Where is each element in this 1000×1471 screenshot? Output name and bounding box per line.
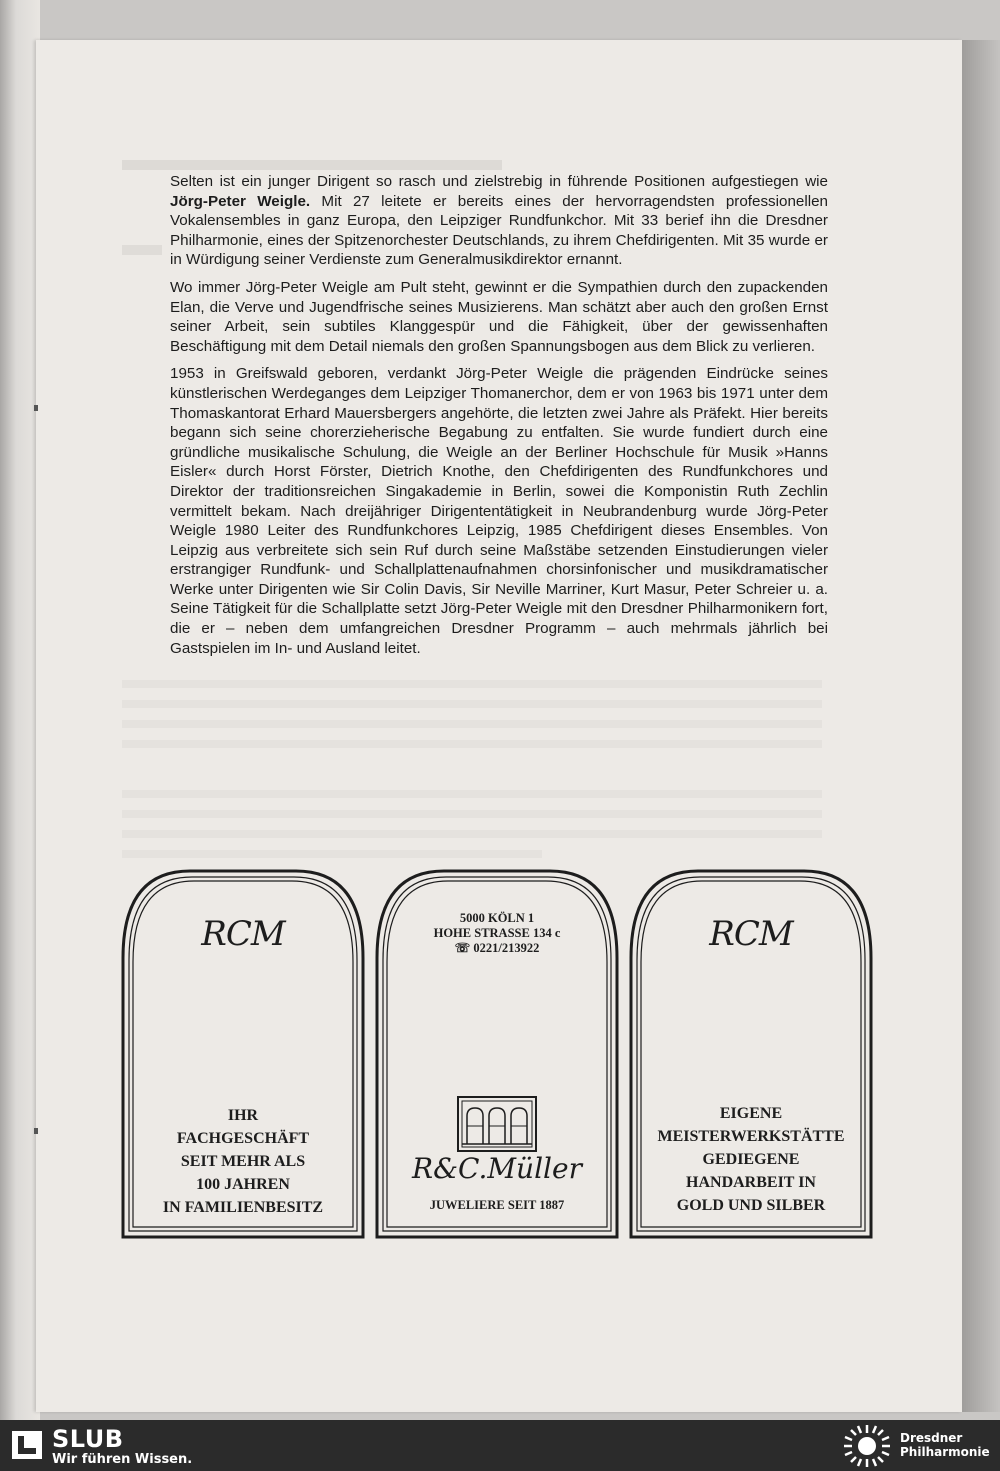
rcm-logo: RCM (201, 914, 285, 954)
intro-lead: Selten ist ein junger Dirigent so rasch und zielstrebig in führende Positionen aufgestiegen wie (170, 173, 828, 190)
ad-panel-right (628, 868, 874, 1240)
ad-panel-center (374, 868, 620, 1240)
conductor-name: Jörg-Peter Weigle. (170, 192, 311, 210)
jeweler-advertisement (120, 868, 876, 1242)
page-shadow (962, 40, 1000, 1412)
tagline-line: HANDARBEIT IN (686, 1174, 816, 1191)
paragraph-style: Wo immer Jörg-Peter Weigle am Pult steht, gewinnt er die Sympathien durch den zupackenden Elan, die Verve und Jugendfrische seines Musizierens. Man schätzt aber auch den großen Ernst seiner Arbeit, sein subtiles Klanggespür und die Fähigkeit, über der gewissenhaften Beschäftigung mit dem Detail niemals den großen Spannungsbogen aus dem Blick zu verlieren. (170, 278, 828, 355)
paragraph-intro (170, 172, 828, 270)
tagline-line: IHR (227, 1107, 259, 1124)
established-line: JUWELIERE SEIT 1887 (429, 1198, 565, 1212)
viewer-footer (0, 1420, 1000, 1471)
brand-logo: R&C.Müller (412, 1152, 582, 1185)
partner-line: Dresdner (900, 1431, 963, 1445)
store-address (374, 911, 620, 956)
tagline-line: 100 JAHREN (196, 1176, 290, 1193)
sunburst-logo-icon[interactable] (842, 1423, 892, 1469)
ad-panel-left (120, 868, 366, 1240)
library-tagline: Wir führen Wissen. (52, 1452, 193, 1467)
biography-text (170, 172, 828, 666)
margin-mark (34, 1128, 38, 1134)
tagline-line: SEIT MEHR ALS (180, 1153, 306, 1170)
tagline-line: EIGENE (719, 1105, 783, 1122)
tagline-line: GEDIEGENE (702, 1151, 800, 1168)
right-tagline (628, 1102, 874, 1217)
rcm-logo: RCM (709, 914, 793, 954)
address-street: HOHE STRASSE 134 c (433, 926, 561, 940)
left-tagline (120, 1104, 366, 1219)
scan-edge (0, 0, 40, 1420)
tagline-line: FACHGESCHÄFT (176, 1130, 310, 1147)
partner-line: Philharmonie (900, 1445, 990, 1459)
storefront-icon (457, 1096, 537, 1152)
partner-name[interactable] (900, 1431, 990, 1459)
paragraph-career: 1953 in Greifswald geboren, verdankt Jörg-Peter Weigle die prägenden Eindrücke seines künstlerischen Werdeganges dem Leipziger Thomanerchor, dem er von 1963 bis 1971 unter dem Thomaskantorat Erhard Mauersbergers angehörte, die letzten zwei Jahre als Präfekt. Hier bereits begann sich seine chorerzieherische Begabung zu entfalten. Sie wurde fundiert durch eine gründliche musikalische Schulung, die Weigle an der Berliner Hochschule für Musik »Hanns Eisler« durch Horst Förster, Dietrich Knothe, den Chefdirigenten des Rundfunkchores und Direktor der traditionsreichen Singakademie in Berlin, sowei die Komponistin Ruth Zechlin vermittelt bekam. Nach dreijähriger Dirigententätigkeit in Neubrandenburg wurde Jörg-Peter Weigle 1980 Leiter des Rundfunkchores Leipzig, 1985 Chefdirigent dieses Ensembles. Von Leipzig aus verbreitete sich sein Ruf durch seine Maßstäbe setzenden Einstudierungen vieler erstrangiger Rundfunk- und Schallplattenaufnahmen chorsinfonischer und musikdramatischer Werke unter Dirigenten wie Sir Colin Davis, Sir Neville Marriner, Kurt Masur, Peter Schreier u. a. Seine Tätigkeit für die Schallplatte setzt Jörg-Peter Weigle mit den Dresdner Philharmonikern fort, die er – neben dem umfangreichen Dresdner Programm – auch mehrmals jährlich bei Gastspielen im In- und Ausland leitet. (170, 365, 828, 657)
slub-logo-icon[interactable] (12, 1431, 42, 1459)
margin-mark (34, 405, 38, 411)
tagline-line: GOLD UND SILBER (676, 1197, 826, 1214)
tagline-line: IN FAMILIENBESITZ (162, 1199, 324, 1216)
library-name[interactable]: SLUB (52, 1425, 124, 1453)
address-phone: ☏ 0221/213922 (454, 941, 540, 955)
address-city: 5000 KÖLN 1 (459, 911, 535, 925)
intro-rest: Mit 27 leitete er bereits eines der hervorragendsten professionellen Vokalensembles in ganz Europa, den Leipziger Rundfunkchor. Mit 33 berief ihn die Dresdner Philharmonie, eines der Spitzenorchester Deutschlands, zu ihrem Chefdirigenten. Mit 35 wurde er in Würdigung seiner Verdienste zum Generalmusikdirektor ernannt. (170, 192, 828, 269)
tagline-line: MEISTERWERKSTÄTTE (657, 1128, 845, 1145)
